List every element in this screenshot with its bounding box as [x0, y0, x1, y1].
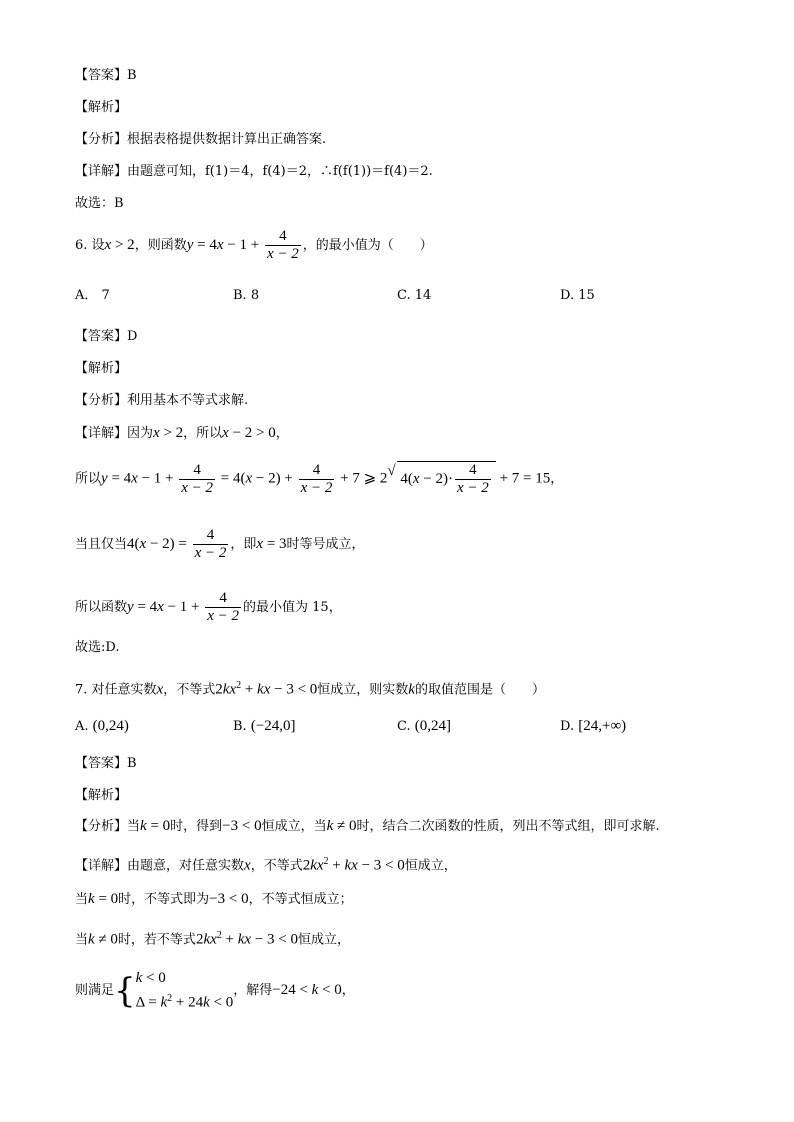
q6-answer: 【答案】D — [75, 329, 138, 344]
q7-option-d: D. [24,+∞) — [560, 718, 627, 734]
q6-stem-prefix: 6. 设 — [75, 238, 105, 253]
q6-detail-line2: 所以y = 4x − 1 + $\frac{4}{x - 2}$ = 4(x − 2) + $\frac{4}{x - 2}$ + 7 ⩾ 2 √ 4(x − 2)· $\frac{4}{x - 2}$ + 7 = 15， — [75, 461, 564, 496]
q5-answer: 【答案】B — [75, 68, 137, 83]
q7-option-c: C. (0,24] — [397, 718, 452, 734]
q5-analysis-fenxi: 【分析】根据表格提供数据计算出正确答案. — [75, 132, 327, 147]
q6-detail-line4: 所以函数y = 4x − 1 + $\frac{4}{x - 2}$ 的最小值为 15， — [75, 590, 342, 624]
q6-option-d: D. 15 — [560, 288, 595, 303]
q5-choose: 故选：B — [75, 196, 124, 211]
q6-choose: 故选:D. — [75, 640, 120, 655]
q6-option-a: A． 7 — [75, 288, 110, 303]
q6-option-b: B. 8 — [233, 288, 260, 303]
q6-analysis-heading: 【解析】 — [75, 361, 128, 376]
q7-option-a: A. (0,24) — [75, 718, 129, 734]
q7-detail-line4: 则满足{ k < 0 $\Delta = k^2 + 24k < 0$ ，解得−24 < k < 0， — [75, 970, 355, 1011]
q6-analysis-fenxi: 【分析】利用基本不等式求解. — [75, 393, 249, 408]
q7-detail-line3: 当k ≠ 0时，若不等式$2kx^2$ + kx − 3 < 0恒成立， — [75, 930, 350, 948]
q7-stem: 7. 对任意实数x，不等式$2kx^2$ + kx − 3 < 0恒成立，则实数k的取值范围是（ ） — [75, 680, 545, 698]
q6-stem: 6. 设x > 2，则函数y = 4x − 1 + $\frac{4}{x - 2}$ ，的最小值为（ ） — [75, 228, 433, 262]
q5-detail: 【详解】由题意可知，f(1)＝4，f(4)＝2，∴f(f(1))＝f(4)＝2. — [75, 164, 433, 179]
q7-option-b: B. (−24,0] — [233, 718, 296, 734]
sqrt-symbol: √ 4(x − 2)· $\frac{4}{x - 2}$ — [387, 461, 495, 497]
q6-detail-line3: 当且仅当4(x − 2) = $\frac{4}{x - 2}$ ，即x = 3时等号成立， — [75, 527, 365, 561]
brace-symbol: { — [114, 970, 136, 1011]
q7-analysis-heading: 【解析】 — [75, 788, 128, 803]
q7-answer: 【答案】B — [75, 756, 137, 771]
q6-stem-suffix: ，的最小值为（ ） — [302, 238, 433, 253]
q6-option-c: C. 14 — [397, 288, 432, 303]
q7-detail-line2: 当k = 0时，不等式即为−3 < 0，不等式恒成立； — [75, 891, 353, 907]
q6-stem-mid: ，则函数 — [134, 238, 187, 253]
q6-detail-line1: 【详解】因为x > 2，所以x − 2 > 0， — [75, 425, 289, 441]
q7-detail-line1: 【详解】由题意，对任意实数x，不等式$2kx^2$ + kx − 3 < 0恒成立， — [75, 856, 457, 874]
q6-cond: x — [104, 237, 112, 253]
q6-fraction: $\frac{4}{x - 2}$ — [266, 228, 299, 262]
q7-analysis-fenxi: 【分析】当k = 0时，得到−3 < 0恒成立，当k ≠ 0时，结合二次函数的性质，列出不等式组，即可求解. — [75, 818, 660, 834]
q5-analysis-heading: 【解析】 — [75, 100, 128, 115]
